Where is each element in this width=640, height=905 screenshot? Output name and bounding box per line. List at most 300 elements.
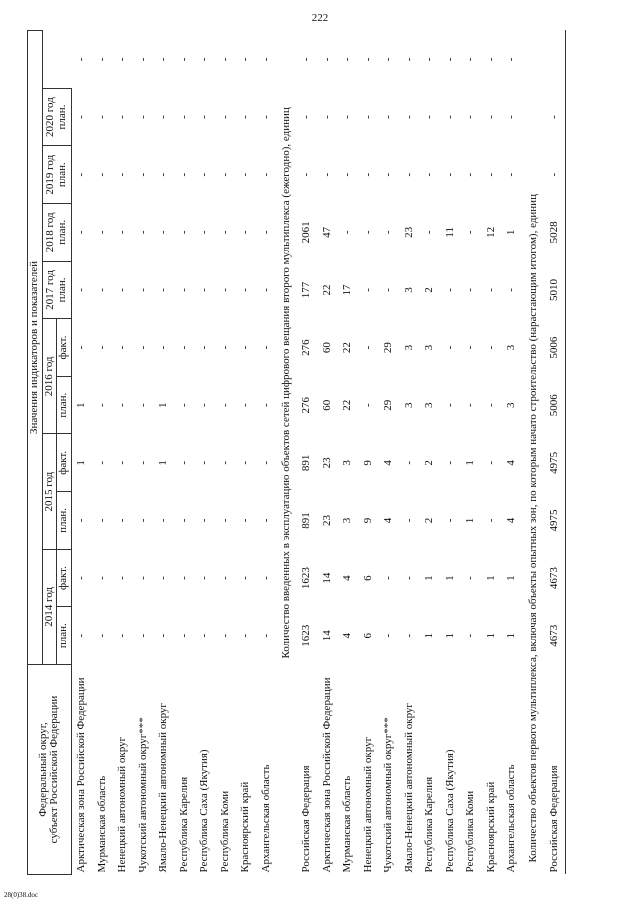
value-cell: - [341,115,354,119]
value-cell: 4 [505,460,518,466]
value-cell: - [361,230,374,235]
year-header: 2018 год план. [42,204,71,262]
value-cell: - [95,115,108,119]
table-row [215,31,236,875]
value-cell: - [484,460,497,465]
value-cell: - [177,57,190,62]
value-cell: - [300,57,313,62]
value-cell: 4 [382,460,395,466]
value-cell: - [218,576,231,580]
table-row [481,31,502,875]
footer-code: 28(0)38.doc [4,891,39,899]
value-cell: - [95,633,108,638]
value-cell: - [75,633,88,638]
value-cell: - [95,230,108,235]
fact-subheader: факт. [57,434,72,492]
region-name: Ямало-Ненецкий автономный округ [402,703,415,873]
value-cell: - [259,633,272,638]
value-cell: - [116,115,129,119]
value-cell: - [341,57,354,62]
value-cell: - [198,57,211,62]
region-name: Республика Коми [218,790,231,873]
value-cell: - [116,460,129,465]
value-cell: 1 [443,632,456,639]
value-cell: - [136,460,149,465]
value-cell: 4 [341,632,354,639]
value-cell: - [382,288,395,292]
table-row [256,31,277,875]
value-cell: - [259,518,272,523]
value-cell: 5010 [544,261,565,319]
section-title: Количество введенных в эксплуатацию объектов сетей цифрового вещания второго мультиплекса (ежегодно), единиц [280,107,293,659]
value-cell: 5006 [544,319,565,377]
value-cell: - [177,115,190,119]
value-cell: - [75,115,88,119]
value-cell: - [136,576,149,580]
value-cell: - [116,288,129,292]
value-cell: - [382,115,395,119]
value-cell: 1623 [300,567,313,590]
value-cell: - [259,172,272,177]
year-header: 2016 год [42,319,57,434]
value-cell: - [75,57,88,62]
value-cell: - [505,57,518,62]
value-cell: - [259,230,272,235]
year-header: 2020 год план. [42,88,71,146]
value-cell: - [157,57,170,62]
region-name: Российская Федерация [300,765,313,873]
table-row [338,31,359,875]
year-header: 2019 год план. [42,146,71,204]
region-name: Ненецкий автономный округ [361,736,374,873]
table-row [133,31,154,875]
table-row [71,31,92,875]
region-name: Архангельская область [505,764,518,873]
table-row [379,31,400,875]
value-cell: - [198,288,211,292]
value-cell: - [402,518,415,523]
value-cell: 1 [423,632,436,639]
value-cell: - [259,403,272,408]
value-cell: - [218,288,231,292]
value-cell: - [464,115,477,119]
value-cell: - [505,115,518,119]
value-cell: 1 [443,575,456,581]
value-cell: - [95,57,108,62]
value-cell [544,31,565,89]
value-cell: - [116,230,129,235]
region-name: Республика Карелия [423,776,436,873]
rotated-table-page [27,30,633,875]
value-cell: - [116,518,129,523]
value-cell: - [116,345,129,350]
value-cell: - [239,518,252,523]
region-name: Ненецкий автономный округ [116,736,129,873]
year-header: 2017 год план. [42,261,71,319]
value-cell: 4975 [544,492,565,550]
value-cell: - [259,345,272,350]
value-cell: - [116,57,129,62]
value-cell: - [218,518,231,523]
row-label-line1: Федеральный округ, [36,722,49,817]
value-cell: 23 [320,514,333,526]
indicators-table [27,30,566,875]
value-cell: 3 [505,344,518,351]
value-cell: 12 [484,226,497,238]
value-cell: - [177,576,190,580]
table-row [440,31,461,875]
section-title-row [277,31,297,875]
table-row [236,31,257,875]
value-cell: - [218,403,231,408]
value-cell: - [300,172,313,177]
value-cell: - [177,288,190,292]
value-cell: - [239,460,252,465]
table-row [317,31,338,875]
value-cell: - [75,172,88,177]
section-title: Количество объектов первого мультиплекса, включая объекты опытных зон, по которым начато строительство (нарастающим итогом), единиц [526,194,539,863]
value-cell: - [95,518,108,523]
value-cell: - [157,172,170,177]
value-cell: - [239,288,252,292]
value-cell: 1 [75,460,88,466]
fact-subheader: факт. [57,549,72,607]
value-cell: - [464,576,477,580]
value-cell: - [218,57,231,62]
value-cell: 1 [484,575,497,581]
value-cell: - [75,518,88,523]
value-cell: - [177,518,190,523]
region-name: Ямало-Ненецкий автономный округ [157,703,170,873]
table-row [461,31,482,875]
value-cell: 1 [505,575,518,581]
value-cell: - [218,345,231,350]
value-cell: - [320,57,333,62]
value-cell: - [259,460,272,465]
plan-subheader: план. [57,492,72,550]
value-cell: - [157,576,170,580]
table-row [154,31,175,875]
value-cell: 1 [505,632,518,639]
region-name: Красноярский край [239,781,252,873]
region-name: Чукотский автономный округ*** [382,717,395,873]
value-cell: - [464,230,477,235]
value-cell: - [259,288,272,292]
value-cell: 4673 [544,607,565,665]
value-cell: - [382,633,395,638]
value-cell: - [239,403,252,408]
table-row [544,31,565,875]
value-cell: - [484,172,497,177]
value-cell: 1 [484,632,497,639]
value-cell: - [443,345,456,350]
plan-subheader: план. [57,376,72,434]
value-cell: - [198,633,211,638]
value-cell: - [402,57,415,62]
value-cell: 2 [423,287,436,293]
value-cell: 4 [341,575,354,581]
value-cell: - [402,633,415,638]
value-cell: - [464,288,477,292]
value-cell: 23 [320,457,333,469]
value-cell: - [464,57,477,62]
value-cell: - [116,633,129,638]
value-cell: - [136,345,149,350]
value-cell: 4673 [544,549,565,607]
value-cell: 1623 [300,624,313,647]
value-cell: - [464,403,477,408]
value-cell: 3 [402,344,415,351]
value-cell: - [361,57,374,62]
value-cell: - [198,345,211,350]
value-cell: - [505,172,518,177]
value-cell: - [544,88,565,146]
value-cell: - [382,576,395,580]
value-cell: - [218,633,231,638]
value-cell: - [177,345,190,350]
value-cell: 3 [402,402,415,408]
value-cell: 1 [75,402,88,408]
value-cell: - [361,345,374,350]
value-cell: - [198,230,211,235]
value-cell: - [464,345,477,350]
value-cell: - [198,115,211,119]
value-cell: 2 [423,460,436,466]
value-cell: - [95,288,108,292]
value-cell: - [218,172,231,177]
value-cell: - [300,115,313,119]
page-number: 222 [311,12,329,24]
value-cell: - [198,403,211,408]
value-cell: 3 [341,460,354,466]
value-cell: 3 [402,287,415,293]
value-cell: - [95,403,108,408]
value-cell: 891 [300,512,313,529]
value-cell: 23 [402,226,415,238]
value-cell: - [157,288,170,292]
value-cell: - [157,518,170,523]
value-cell: - [423,57,436,62]
region-name: Арктическая зона Российской Федерации [320,677,333,873]
value-cell: - [423,172,436,177]
value-cell: - [136,518,149,523]
value-cell: - [239,345,252,350]
value-cell: 177 [300,281,313,299]
value-cell: - [95,460,108,465]
value-cell: - [95,576,108,580]
value-cell: - [157,345,170,350]
table-row [195,31,216,875]
value-cell: - [361,115,374,119]
value-cell: 9 [361,460,374,466]
value-cell: - [341,230,354,235]
value-cell: - [484,345,497,350]
value-cell: - [157,633,170,638]
value-cell: - [382,230,395,235]
region-name: Республика Саха (Якутия) [198,749,211,873]
value-cell: 3 [423,402,436,408]
value-cell: 1 [423,575,436,581]
value-cell: - [136,230,149,235]
value-cell: - [75,230,88,235]
value-cell: - [443,115,456,119]
value-cell: - [198,518,211,523]
value-cell: - [402,460,415,465]
value-cell: - [361,403,374,408]
value-cell: - [116,576,129,580]
value-cell: - [177,403,190,408]
value-cell: 11 [443,227,456,238]
value-cell: - [136,172,149,177]
value-cell: 60 [320,342,333,354]
value-cell: 3 [505,402,518,408]
value-cell: - [218,115,231,119]
value-cell: - [464,172,477,177]
value-cell: - [484,518,497,523]
value-cell: 29 [382,399,395,411]
value-cell: - [361,172,374,177]
value-cell: - [136,633,149,638]
plan-subheader: план. [57,607,72,665]
row-label-line2: субъект Российской Федерации [48,695,61,844]
table-row [174,31,195,875]
value-cell: - [484,403,497,408]
region-name: Республика Коми [464,790,477,873]
region-name: Красноярский край [484,781,497,873]
value-cell: 2061 [300,221,313,244]
value-cell: - [484,57,497,62]
value-cell: 1 [464,517,477,524]
value-cell: 276 [300,339,313,356]
value-cell: - [95,345,108,350]
value-cell: - [423,230,436,235]
value-cell: - [157,115,170,119]
value-cell: - [484,288,497,292]
value-cell: - [218,460,231,465]
value-cell: - [95,172,108,177]
value-cell: 2 [423,517,436,524]
region-name: Архангельская область [259,764,272,873]
value-cell: 29 [382,342,395,354]
value-cell: - [464,633,477,638]
value-cell: - [116,403,129,408]
fact-subheader: факт. [57,319,72,377]
value-cell: - [402,576,415,580]
value-cell: - [239,57,252,62]
value-cell: - [361,288,374,292]
value-cell: 14 [320,572,333,584]
value-cell: - [443,460,456,465]
region-name: Республика Карелия [177,776,190,873]
region-name: Арктическая зона Российской Федерации [75,677,88,873]
value-cell: 17 [341,284,354,296]
value-cell: - [259,576,272,580]
value-cell: - [198,576,211,580]
value-cell: - [177,633,190,638]
value-cell: - [259,115,272,119]
value-cell: 60 [320,399,333,411]
value-cell: - [136,403,149,408]
value-cell: 891 [300,454,313,472]
value-cell: - [484,115,497,119]
value-cell: - [136,115,149,119]
table-row [502,31,523,875]
value-cell: 22 [341,399,354,411]
value-cell: - [218,230,231,235]
value-cell: - [505,288,518,292]
section-title-row [522,31,544,875]
value-cell: - [443,403,456,408]
value-cell: 1 [157,402,170,408]
table-row [399,31,420,875]
value-cell: 4 [505,517,518,524]
region-name: Мурманская область [341,775,354,873]
value-cell: 3 [341,517,354,524]
value-cell: 6 [361,632,374,639]
value-cell: - [157,230,170,235]
value-cell: - [341,172,354,177]
value-cell: - [443,172,456,177]
value-cell: - [198,172,211,177]
value-cell: - [136,288,149,292]
value-cell: 1 [157,460,170,466]
value-cell: - [402,115,415,119]
value-cell: 47 [320,226,333,238]
region-name: Российская Федерация [544,665,565,875]
value-cell: - [320,115,333,119]
value-cell: 3 [423,344,436,351]
value-cell: - [239,115,252,119]
table-row [113,31,134,875]
value-cell: - [198,460,211,465]
value-cell: - [239,576,252,580]
value-cell: - [75,345,88,350]
value-cell: - [177,230,190,235]
value-cell: 5006 [544,376,565,434]
value-cell: 22 [341,342,354,354]
value-cell: - [382,57,395,62]
region-name: Мурманская область [95,775,108,873]
value-cell: 5028 [544,204,565,262]
value-cell: - [259,57,272,62]
year-header: 2015 год [42,434,57,549]
value-cell: 6 [361,575,374,581]
value-cell: 276 [300,396,313,414]
table-row [92,31,113,875]
value-cell: - [239,230,252,235]
value-cell: - [423,115,436,119]
table-row [297,31,318,875]
value-cell: - [320,172,333,177]
value-cell: - [75,288,88,292]
value-cell: - [177,460,190,465]
value-cell: - [239,633,252,638]
value-cell: - [136,57,149,62]
value-cell: - [177,172,190,177]
value-cell: - [544,146,565,204]
value-cell: 22 [320,284,333,296]
row-label-header [28,665,72,875]
value-cell: - [382,172,395,177]
value-cell: 1 [505,229,518,236]
value-cell: 4 [382,517,395,524]
value-cell: - [239,172,252,177]
value-cell: - [402,172,415,177]
table-row [420,31,441,875]
value-cell: - [443,57,456,62]
value-cell: 14 [320,630,333,642]
value-cell: 9 [361,517,374,524]
